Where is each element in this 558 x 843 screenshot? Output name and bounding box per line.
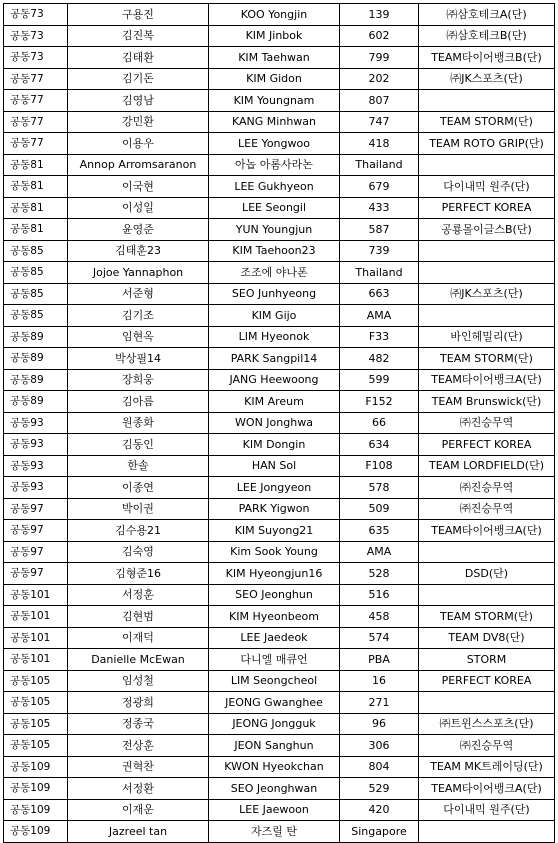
license-cell: AMA [340,305,419,327]
license-cell: 306 [340,735,419,757]
team-cell [419,154,555,176]
table-row [4,541,555,563]
table-row [4,455,555,477]
rank-cell: 공동85 [4,240,68,262]
license-cell: 433 [340,197,419,219]
rank-cell: 공동93 [4,434,68,456]
english-name-cell: 자즈릴 탄 [209,821,340,843]
english-name-cell: 다니엘 매큐언 [209,649,340,671]
team-cell: TEAM STORM(단) [419,348,555,370]
team-cell: PERFECT KOREA [419,434,555,456]
team-cell: ㈜트윈스스포츠(단) [419,713,555,735]
table-row [4,584,555,606]
rank-cell: 공동85 [4,283,68,305]
team-cell: ㈜JK스포츠(단) [419,68,555,90]
rank-cell: 공동77 [4,111,68,133]
english-name-cell: YUN Youngjun [209,219,340,241]
korean-name-cell: 구용진 [68,4,209,26]
english-name-cell: KIM Suyong21 [209,520,340,542]
rank-cell: 공동97 [4,520,68,542]
results-table-body [4,4,555,843]
rank-cell: 공동81 [4,219,68,241]
english-name-cell: LEE Gukhyeon [209,176,340,198]
table-row [4,197,555,219]
table-row [4,283,555,305]
english-name-cell: LEE Yongwoo [209,133,340,155]
team-cell: STORM [419,649,555,671]
license-cell: 202 [340,68,419,90]
korean-name-cell: 김동인 [68,434,209,456]
table-row [4,4,555,26]
license-cell: Thailand [340,154,419,176]
korean-name-cell: 김영남 [68,90,209,112]
table-row [4,756,555,778]
team-cell [419,305,555,327]
team-cell [419,692,555,714]
rank-cell: 공동89 [4,369,68,391]
korean-name-cell: 장희웅 [68,369,209,391]
license-cell: Singapore [340,821,419,843]
rank-cell: 공동101 [4,649,68,671]
english-name-cell: WON Jonghwa [209,412,340,434]
korean-name-cell: 김기조 [68,305,209,327]
english-name-cell: KIM Areum [209,391,340,413]
table-row [4,240,555,262]
team-cell: ㈜삼호테크A(단) [419,4,555,26]
table-row [4,434,555,456]
team-cell: 공룡몰이글스B(단) [419,219,555,241]
license-cell: 482 [340,348,419,370]
english-name-cell: 조조에 야나폰 [209,262,340,284]
english-name-cell: JEON Sanghun [209,735,340,757]
korean-name-cell: 이재운 [68,799,209,821]
team-cell: TEAM타이어뱅크A(단) [419,369,555,391]
team-cell: ㈜진승무역 [419,498,555,520]
english-name-cell: LEE Seongil [209,197,340,219]
english-name-cell: KIM Gidon [209,68,340,90]
license-cell: 509 [340,498,419,520]
team-cell [419,90,555,112]
table-row [4,219,555,241]
korean-name-cell: 전상훈 [68,735,209,757]
korean-name-cell: 윤영준 [68,219,209,241]
english-name-cell: KIM Hyeonbeom [209,606,340,628]
license-cell: 516 [340,584,419,606]
team-cell: PERFECT KOREA [419,197,555,219]
table-row [4,154,555,176]
table-row [4,369,555,391]
korean-name-cell: Annop Arromsaranon [68,154,209,176]
rank-cell: 공동105 [4,692,68,714]
table-row [4,520,555,542]
table-row [4,735,555,757]
korean-name-cell: 한솔 [68,455,209,477]
korean-name-cell: 이성일 [68,197,209,219]
english-name-cell: KIM Taehoon23 [209,240,340,262]
rank-cell: 공동89 [4,348,68,370]
korean-name-cell: 김태훈23 [68,240,209,262]
license-cell: 663 [340,283,419,305]
korean-name-cell: 박이권 [68,498,209,520]
korean-name-cell: 김현범 [68,606,209,628]
korean-name-cell: 김진복 [68,25,209,47]
team-cell [419,541,555,563]
english-name-cell: LIM Hyeonok [209,326,340,348]
rank-cell: 공동77 [4,133,68,155]
table-row [4,498,555,520]
korean-name-cell: 서준형 [68,283,209,305]
korean-name-cell: 서정훈 [68,584,209,606]
english-name-cell: KIM Jinbok [209,25,340,47]
team-cell: ㈜진승무역 [419,477,555,499]
rank-cell: 공동73 [4,25,68,47]
english-name-cell: KIM Taehwan [209,47,340,69]
license-cell: 747 [340,111,419,133]
license-cell: 679 [340,176,419,198]
license-cell: 807 [340,90,419,112]
english-name-cell: KIM Dongin [209,434,340,456]
table-row [4,262,555,284]
team-cell: TEAM Brunswick(단) [419,391,555,413]
license-cell: 271 [340,692,419,714]
team-cell: ㈜진승무역 [419,412,555,434]
license-cell: 139 [340,4,419,26]
rank-cell: 공동81 [4,197,68,219]
table-row [4,670,555,692]
korean-name-cell: 이종연 [68,477,209,499]
table-row [4,111,555,133]
english-name-cell: PARK Sangpil14 [209,348,340,370]
english-name-cell: JEONG Jongguk [209,713,340,735]
license-cell: Thailand [340,262,419,284]
team-cell: PERFECT KOREA [419,670,555,692]
table-row [4,692,555,714]
license-cell: 602 [340,25,419,47]
rank-cell: 공동97 [4,563,68,585]
table-row [4,477,555,499]
english-name-cell: LEE Jongyeon [209,477,340,499]
table-row [4,305,555,327]
team-cell [419,262,555,284]
english-name-cell: LIM Seongcheol [209,670,340,692]
korean-name-cell: 김형준16 [68,563,209,585]
rank-cell: 공동85 [4,262,68,284]
team-cell: DSD(단) [419,563,555,585]
korean-name-cell: Jazreel tan [68,821,209,843]
license-cell: 804 [340,756,419,778]
english-name-cell: SEO Junhyeong [209,283,340,305]
team-cell [419,584,555,606]
team-cell: TEAM LORDFIELD(단) [419,455,555,477]
rank-cell: 공동105 [4,735,68,757]
license-cell: F152 [340,391,419,413]
korean-name-cell: 김기돈 [68,68,209,90]
rank-cell: 공동109 [4,778,68,800]
license-cell: 799 [340,47,419,69]
english-name-cell: SEO Jeonghwan [209,778,340,800]
license-cell: 635 [340,520,419,542]
korean-name-cell: Danielle McEwan [68,649,209,671]
english-name-cell: HAN Sol [209,455,340,477]
team-cell: TEAM STORM(단) [419,606,555,628]
english-name-cell: KIM Hyeongjun16 [209,563,340,585]
table-row [4,176,555,198]
license-cell: 418 [340,133,419,155]
rank-cell: 공동93 [4,455,68,477]
english-name-cell: 아놉 아롬사라논 [209,154,340,176]
table-row [4,68,555,90]
license-cell: 634 [340,434,419,456]
english-name-cell: KIM Gijo [209,305,340,327]
table-row [4,563,555,585]
license-cell: 458 [340,606,419,628]
rank-cell: 공동97 [4,541,68,563]
table-row [4,90,555,112]
korean-name-cell: 이재덕 [68,627,209,649]
english-name-cell: KWON Hyeokchan [209,756,340,778]
table-row [4,133,555,155]
korean-name-cell: 이국현 [68,176,209,198]
korean-name-cell: 박상필14 [68,348,209,370]
rank-cell: 공동101 [4,606,68,628]
english-name-cell: JANG Heewoong [209,369,340,391]
license-cell: F33 [340,326,419,348]
team-cell: TEAM MK트레이딩(단) [419,756,555,778]
english-name-cell: KIM Youngnam [209,90,340,112]
english-name-cell: SEO Jeonghun [209,584,340,606]
table-row [4,713,555,735]
table-row [4,47,555,69]
table-row [4,821,555,843]
korean-name-cell: 강민환 [68,111,209,133]
table-row [4,649,555,671]
table-row [4,326,555,348]
team-cell: TEAM타이어뱅크A(단) [419,520,555,542]
rank-cell: 공동93 [4,412,68,434]
rank-cell: 공동85 [4,305,68,327]
team-cell: TEAM타이어뱅크A(단) [419,778,555,800]
english-name-cell: KANG Minhwan [209,111,340,133]
korean-name-cell: 서정환 [68,778,209,800]
rank-cell: 공동101 [4,627,68,649]
korean-name-cell: 이용우 [68,133,209,155]
english-name-cell: Kim Sook Young [209,541,340,563]
rank-cell: 공동93 [4,477,68,499]
korean-name-cell: 김수용21 [68,520,209,542]
table-row [4,799,555,821]
korean-name-cell: 원종화 [68,412,209,434]
rank-cell: 공동81 [4,154,68,176]
rank-cell: 공동89 [4,391,68,413]
rank-cell: 공동73 [4,47,68,69]
korean-name-cell: Jojoe Yannaphon [68,262,209,284]
korean-name-cell: 김숙영 [68,541,209,563]
korean-name-cell: 정종국 [68,713,209,735]
table-row [4,606,555,628]
team-cell: 다이내믹 원주(단) [419,799,555,821]
rank-cell: 공동73 [4,4,68,26]
team-cell [419,240,555,262]
license-cell: PBA [340,649,419,671]
korean-name-cell: 임현옥 [68,326,209,348]
license-cell: 587 [340,219,419,241]
rank-cell: 공동89 [4,326,68,348]
english-name-cell: JEONG Gwanghee [209,692,340,714]
license-cell: 529 [340,778,419,800]
license-cell: 528 [340,563,419,585]
license-cell: 599 [340,369,419,391]
table-row [4,778,555,800]
rank-cell: 공동77 [4,90,68,112]
team-cell: 바인헤밀리(단) [419,326,555,348]
korean-name-cell: 김아름 [68,391,209,413]
license-cell: 96 [340,713,419,735]
license-cell: AMA [340,541,419,563]
korean-name-cell: 임성철 [68,670,209,692]
rank-cell: 공동81 [4,176,68,198]
license-cell: 578 [340,477,419,499]
license-cell: 66 [340,412,419,434]
korean-name-cell: 정광희 [68,692,209,714]
rank-cell: 공동109 [4,821,68,843]
license-cell: 420 [340,799,419,821]
team-cell: TEAM타이어뱅크B(단) [419,47,555,69]
rank-cell: 공동97 [4,498,68,520]
rank-cell: 공동105 [4,713,68,735]
english-name-cell: KOO Yongjin [209,4,340,26]
table-row [4,348,555,370]
team-cell: TEAM DV8(단) [419,627,555,649]
license-cell: 16 [340,670,419,692]
table-row [4,25,555,47]
team-cell [419,821,555,843]
team-cell: TEAM ROTO GRIP(단) [419,133,555,155]
english-name-cell: LEE Jaedeok [209,627,340,649]
rank-cell: 공동77 [4,68,68,90]
korean-name-cell: 권혁찬 [68,756,209,778]
license-cell: 574 [340,627,419,649]
korean-name-cell: 김태환 [68,47,209,69]
team-cell: 다이내믹 원주(단) [419,176,555,198]
rank-cell: 공동109 [4,756,68,778]
license-cell: F108 [340,455,419,477]
team-cell: ㈜삼호테크B(단) [419,25,555,47]
rank-cell: 공동109 [4,799,68,821]
table-row [4,391,555,413]
team-cell: ㈜진승무역 [419,735,555,757]
table-row [4,627,555,649]
results-table [3,3,555,843]
team-cell: TEAM STORM(단) [419,111,555,133]
team-cell: ㈜JK스포츠(단) [419,283,555,305]
table-row [4,412,555,434]
english-name-cell: PARK Yigwon [209,498,340,520]
english-name-cell: LEE Jaewoon [209,799,340,821]
license-cell: 739 [340,240,419,262]
rank-cell: 공동105 [4,670,68,692]
rank-cell: 공동101 [4,584,68,606]
